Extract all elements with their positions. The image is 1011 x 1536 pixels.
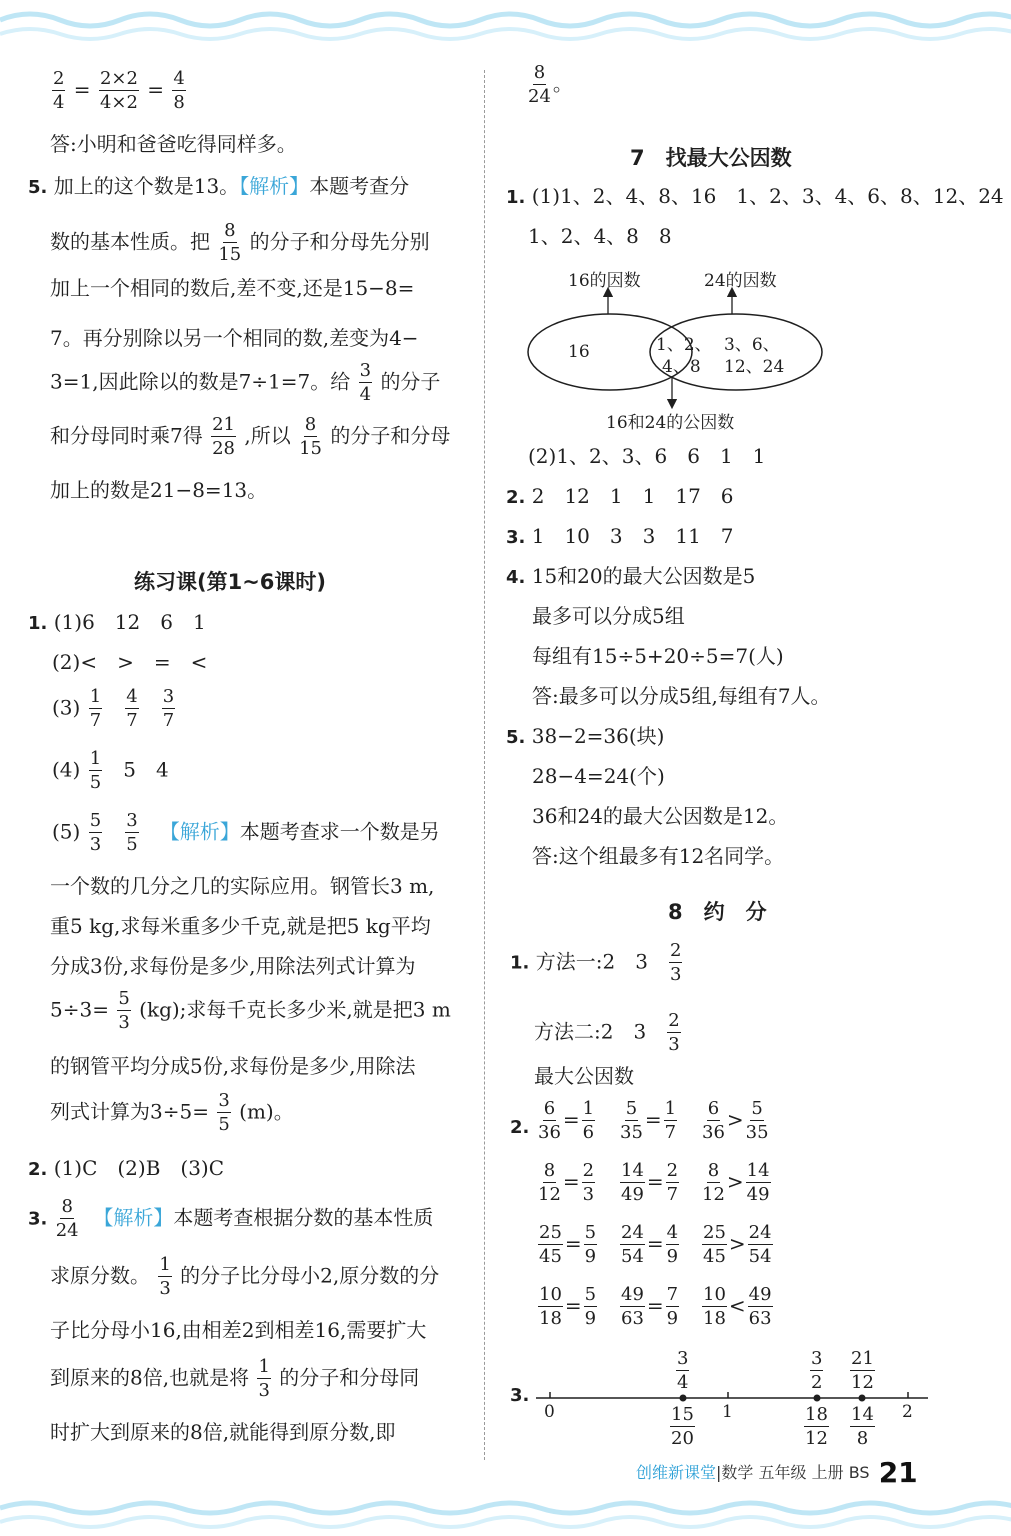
top-label-c: $\frac{21}{12}$ [851, 1348, 874, 1393]
venn-bottom-label: 16和24的公因数 [606, 413, 735, 433]
practice-1-explain-4: 5÷3= $\frac{5}{3}$ (kg);求每千克长多少米,就是把3 m [50, 988, 451, 1033]
s8-q1-line-2: 方法二:2 3 $\frac{2}{3}$ [534, 1010, 680, 1055]
s7-q2: 2. 2 12 1 1 17 6 [506, 484, 734, 508]
top-label-a: $\frac{3}{4}$ [677, 1348, 689, 1393]
practice-1-line-3: (3) $\frac{1}{7}$ $\frac{4}{7}$ $\frac{3}{7}$ [52, 686, 175, 731]
practice-3-line-5: 时扩大到原来的8倍,就能得到原分数,即 [50, 1420, 396, 1444]
practice-3-line-4: 到原来的8倍,也就是将 $\frac{1}{3}$ 的分子和分母同 [50, 1356, 420, 1401]
question-5-line-3: 加上一个相同的数后,差不变,还是15−8= [50, 276, 415, 300]
practice-3-line-1: 3. $\frac{8}{24}$ 【解析】本题考查根据分数的基本性质 [28, 1196, 434, 1241]
fraction-comparison: $\frac{6}{36}$ = $\frac{1}{6}$ [538, 1098, 595, 1143]
s7-q1-line-2: 1、2、4、8 8 [528, 224, 672, 248]
venn-right-title: 24的因数 [704, 271, 777, 291]
bottom-label-b: $\frac{18}{12}$ [805, 1404, 828, 1449]
practice-2: 2. (1)C (2)B (3)C [28, 1156, 225, 1180]
tick-2: 2 [902, 1402, 913, 1422]
footer-separator: | [716, 1463, 722, 1482]
s7-q5-line-1: 5. 38−2=36(块) [506, 724, 665, 748]
practice-3-line-2: 求原分数。 $\frac{1}{3}$ 的分子比分母小2,原分数的分 [50, 1254, 440, 1299]
practice-1-line-2: (2)< > = < [52, 650, 208, 674]
fraction-comparison: $\frac{24}{54}$ = $\frac{4}{9}$ [621, 1222, 679, 1267]
s7-q4-line-1: 4. 15和20的最大公因数是5 [506, 564, 756, 588]
fraction-comparison: $\frac{5}{35}$ = $\frac{1}{7}$ [620, 1098, 677, 1143]
s7-q5-line-2: 28−4=24(个) [532, 764, 665, 788]
practice-1-explain-2: 重5 kg,求每米重多少千克,就是把5 kg平均 [50, 914, 431, 938]
footer-edition: BS [848, 1463, 870, 1482]
section-title-practice: 练习课(第1~6课时) [134, 570, 327, 594]
venn-left-only: 16 [568, 342, 590, 362]
fraction-comparison: $\frac{10}{18}$ = $\frac{5}{9}$ [539, 1284, 597, 1329]
practice-1-explain-1: 一个数的几分之几的实际应用。钢管长3 m, [50, 874, 435, 898]
s8-q3-number: 3. [510, 1385, 530, 1406]
fraction-comparison: $\frac{8}{12}$ > $\frac{14}{49}$ [702, 1160, 770, 1205]
question-5-line-4: 7。再分别除以另一个相同的数,差变为4− [50, 326, 419, 350]
practice-1-explain-3: 分成3份,求每份是多少,用除法列式计算为 [50, 954, 416, 978]
fraction-equation: $\frac{2}{4}$ = $\frac{2\times 2}{4\times 2}$ = $\frac{4}{8}$ [53, 68, 185, 113]
fraction-comparison: $\frac{6}{36}$ > $\frac{5}{35}$ [702, 1098, 769, 1143]
footer-volume: 上册 [811, 1463, 844, 1482]
practice-1-explain-5: 的钢管平均分成5份,求每份是多少,用除法 [50, 1054, 416, 1078]
fraction-comparison: $\frac{49}{63}$ = $\frac{7}{9}$ [621, 1284, 679, 1329]
s7-q4-line-3: 每组有15÷5+20÷5=7(人) [532, 644, 784, 668]
s7-q4-line-2: 最多可以分成5组 [532, 604, 685, 628]
section-title-8: 8 约 分 [668, 900, 767, 924]
venn-common-1: 1、2、 [656, 335, 712, 355]
practice-3-line-3: 子比分母小16,由相差2到相差16,需要扩大 [50, 1318, 427, 1342]
footer-grade: 五年级 [758, 1463, 807, 1482]
section-title-7: 7 找最大公因数 [630, 146, 792, 170]
practice-1-line-1: 1. (1)6 12 6 1 [28, 610, 206, 634]
fraction-comparison: $\frac{14}{49}$ = $\frac{2}{7}$ [621, 1160, 679, 1205]
fraction-comparison: $\frac{8}{12}$ = $\frac{2}{3}$ [538, 1160, 595, 1205]
fraction-comparison: $\frac{25}{45}$ = $\frac{5}{9}$ [539, 1222, 597, 1267]
s7-q4-line-4: 答:最多可以分成5组,每组有7人。 [532, 684, 831, 708]
s7-q3: 3. 1 10 3 3 11 7 [506, 524, 734, 548]
tick-0: 0 [544, 1402, 555, 1422]
s7-q5-line-4: 答:这个组最多有12名同学。 [532, 844, 785, 868]
s8-q1-line-3: 最大公因数 [534, 1064, 634, 1088]
continued-fraction: $\frac{8}{24}$ 。 [528, 62, 573, 107]
column-divider [484, 70, 485, 1460]
s8-q1-line-1: 1. 方法一:2 3 $\frac{2}{3}$ [510, 940, 682, 985]
top-wave-decoration [0, 0, 1011, 52]
page-footer [636, 1456, 918, 1489]
top-label-b: $\frac{3}{2}$ [811, 1348, 823, 1393]
venn-left-title: 16的因数 [568, 271, 641, 291]
bottom-label-c: $\frac{14}{8}$ [851, 1404, 874, 1449]
s8-q2-number: 2. [510, 1117, 530, 1138]
question-5-line-2: 数的基本性质。把 $\frac{8}{15}$ 的分子和分母先分别 [50, 220, 430, 265]
venn-right-2: 12、24 [724, 357, 785, 377]
s7-q1-line-3: (2)1、2、3、6 6 1 1 [528, 444, 766, 468]
question-5-line-1: 5. 加上的这个数是13。【解析】本题考查分 [28, 174, 410, 198]
practice-1-explain-6: 列式计算为3÷5= $\frac{3}{5}$ (m)。 [50, 1090, 294, 1135]
s7-q5-line-3: 36和24的最大公因数是12。 [532, 804, 789, 828]
venn-right-1: 3、6、 [724, 335, 780, 355]
tick-1: 1 [722, 1402, 733, 1422]
page-number: 21 [878, 1456, 918, 1489]
bottom-label-a: $\frac{15}{20}$ [671, 1404, 694, 1449]
practice-1-line-4: (4) $\frac{1}{5}$ 5 4 [52, 748, 169, 793]
fraction-comparison: $\frac{25}{45}$ > $\frac{24}{54}$ [703, 1222, 772, 1267]
question-5-line-7: 加上的数是21−8=13。 [50, 478, 268, 502]
answer-line: 答:小明和爸爸吃得同样多。 [50, 132, 297, 156]
venn-common-2: 4、8 [662, 357, 701, 377]
bottom-wave-decoration [0, 1492, 1011, 1536]
brand-name: 创维新课堂 [636, 1463, 717, 1482]
question-5-line-6: 和分母同时乘7得 $\frac{21}{28}$ ,所以 $\frac{8}{15}$ 的分子和分母 [50, 414, 451, 459]
question-5-line-5: 3=1,因此除以的数是7÷1=7。给 $\frac{3}{4}$ 的分子 [50, 360, 441, 405]
footer-subject: 数学 [721, 1463, 754, 1482]
practice-1-line-5: (5) $\frac{5}{3}$ $\frac{3}{5}$ 【解析】本题考查求一个数是另 [52, 810, 440, 855]
fraction-comparison: $\frac{10}{18}$ < $\frac{49}{63}$ [703, 1284, 772, 1329]
s7-q1-line-1: 1. (1)1、2、4、8、16 1、2、3、4、6、8、12、24 [506, 184, 1004, 208]
